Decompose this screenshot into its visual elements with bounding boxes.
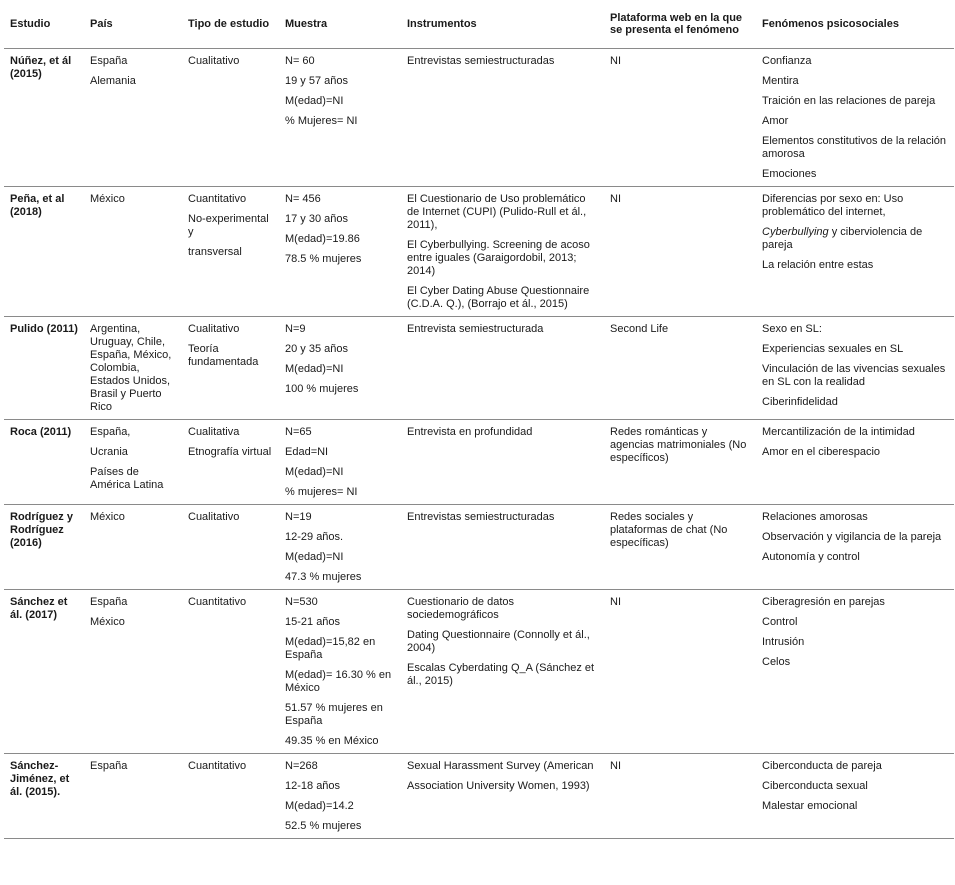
cell-line: 52.5 % mujeres — [285, 820, 362, 832]
cell-line: Ciberinfidelidad — [762, 396, 838, 408]
cell-line: Sexo en SL: — [762, 323, 822, 335]
cell-pais — [84, 754, 182, 839]
cell-line: La relación entre estas — [762, 259, 874, 271]
cell-line: Entrevistas semiestructuradas — [407, 55, 555, 67]
cell-line: España, — [90, 426, 131, 438]
cell-fenomenos — [756, 317, 954, 420]
cell-line: Ciberconducta de pareja — [762, 760, 882, 772]
cell-line: NI — [610, 193, 621, 205]
cell-line: El Cyberbullying. Screening de acoso entre iguales (Garaigordobil, 2013; 2014) — [407, 239, 590, 277]
cell-muestra — [279, 505, 401, 590]
cell-estudio: Roca (2011) — [4, 420, 84, 505]
cell-muestra — [279, 49, 401, 187]
cell-line: El Cuestionario de Uso problemático de Internet (CUPI) (Pulido-Rull et ál., 2011), — [407, 193, 587, 231]
cell-line: Entrevista semiestructurada — [407, 323, 544, 335]
cell-line: 20 y 35 años — [285, 343, 348, 355]
studies-table — [4, 0, 954, 839]
cell-pais — [84, 49, 182, 187]
cell-line: Confianza — [762, 55, 812, 67]
cell-line: 47.3 % mujeres — [285, 571, 362, 583]
cell-line: España — [90, 760, 128, 772]
cell-line: % Mujeres= NI — [285, 115, 358, 127]
cell-pais — [84, 187, 182, 317]
table-row — [4, 505, 954, 590]
cell-line: Elementos constitutivos de la relación amorosa — [762, 135, 947, 160]
cell-line: Cualitativa — [188, 426, 240, 438]
cell-tipo — [182, 754, 279, 839]
cell-line: España — [90, 55, 128, 67]
cell-line: El Cyber Dating Abuse Questionnaire (C.D.A. Q.), (Borrajo et ál., 2015) — [407, 285, 590, 310]
cell-line: N=268 — [285, 760, 318, 772]
cell-line: México — [90, 511, 125, 523]
cell-muestra — [279, 420, 401, 505]
cell-line: NI — [610, 55, 621, 67]
cell-line: Cyberbullying y ciberviolencia de pareja — [762, 226, 923, 251]
table-row — [4, 49, 954, 187]
cell-line: Cualitativo — [188, 323, 240, 335]
cell-line: Edad=NI — [285, 446, 329, 458]
cell-muestra — [279, 187, 401, 317]
cell-line: Malestar emocional — [762, 800, 858, 812]
cell-line: Celos — [762, 656, 791, 668]
cell-instrumentos — [401, 187, 604, 317]
cell-line: M(edad)= 16.30 % en México — [285, 669, 392, 694]
cell-estudio: Rodríguez y Rodríguez (2016) — [4, 505, 84, 590]
cell-fenomenos — [756, 49, 954, 187]
cell-line: Redes sociales y plataformas de chat (No específicas) — [610, 511, 728, 549]
cell-line: Mercantilización de la intimidad — [762, 426, 915, 438]
cell-pais — [84, 420, 182, 505]
cell-line: Traición en las relaciones de pareja — [762, 95, 936, 107]
header-fenomenos: Fenómenos psicosociales — [756, 0, 954, 49]
cell-line: Vinculación de las vivencias sexuales en SL con la realidad — [762, 363, 946, 388]
cell-instrumentos — [401, 317, 604, 420]
cell-line: Intrusión — [762, 636, 805, 648]
cell-line: N=65 — [285, 426, 312, 438]
cell-plataforma — [604, 420, 756, 505]
cell-line: 17 y 30 años — [285, 213, 348, 225]
cell-line: Escalas Cyberdating Q_A (Sánchez et ál., 2015) — [407, 662, 595, 687]
cell-estudio: Peña, et al (2018) — [4, 187, 84, 317]
cell-fenomenos — [756, 590, 954, 754]
cell-fenomenos — [756, 187, 954, 317]
cell-line: M(edad)=NI — [285, 363, 344, 375]
cell-line: Ucrania — [90, 446, 128, 458]
cell-line: 12-29 años. — [285, 531, 344, 543]
cell-line: 49.35 % en México — [285, 735, 379, 747]
cell-line: 15-21 años — [285, 616, 341, 628]
header-pais: País — [84, 0, 182, 49]
cell-tipo — [182, 49, 279, 187]
header-tipo: Tipo de estudio — [182, 0, 279, 49]
cell-line: M(edad)=NI — [285, 95, 344, 107]
cell-line: México — [90, 193, 125, 205]
cell-tipo — [182, 317, 279, 420]
cell-line: 78.5 % mujeres — [285, 253, 362, 265]
cell-line: Ciberagresión en parejas — [762, 596, 885, 608]
cell-plataforma — [604, 505, 756, 590]
cell-line: N= 456 — [285, 193, 321, 205]
header-row — [4, 0, 954, 49]
cell-line: Entrevista en profundidad — [407, 426, 533, 438]
table-row — [4, 420, 954, 505]
cell-line: Cuestionario de datos sociedemográficos — [407, 596, 515, 621]
cell-line: M(edad)=14.2 — [285, 800, 354, 812]
cell-fenomenos — [756, 754, 954, 839]
cell-line: Cualitativo — [188, 55, 240, 67]
cell-line: 12-18 años — [285, 780, 341, 792]
header-plataforma: Plataforma web en la que se presenta el fenómeno — [604, 0, 756, 49]
cell-pais — [84, 317, 182, 420]
cell-plataforma — [604, 187, 756, 317]
cell-line: Países de América Latina — [90, 466, 164, 491]
cell-line: NI — [610, 760, 621, 772]
table-body — [4, 49, 954, 839]
cell-tipo — [182, 420, 279, 505]
header-instrumentos: Instrumentos — [401, 0, 604, 49]
cell-line: M(edad)=15,82 en España — [285, 636, 376, 661]
cell-instrumentos — [401, 49, 604, 187]
cell-line: N=19 — [285, 511, 312, 523]
cell-line: Experiencias sexuales en SL — [762, 343, 904, 355]
cell-estudio: Sánchez et ál. (2017) — [4, 590, 84, 754]
cell-line: Control — [762, 616, 798, 628]
cell-line: Teoría fundamentada — [188, 343, 259, 368]
table-row — [4, 317, 954, 420]
cell-line: Alemania — [90, 75, 136, 87]
cell-line: Observación y vigilancia de la pareja — [762, 531, 942, 543]
cell-fenomenos — [756, 505, 954, 590]
cell-estudio: Sánchez-Jiménez, et ál. (2015). — [4, 754, 84, 839]
cell-line: Dating Questionnaire (Connolly et ál., 2004) — [407, 629, 590, 654]
cell-line: M(edad)=NI — [285, 466, 344, 478]
cell-tipo — [182, 505, 279, 590]
cell-instrumentos — [401, 505, 604, 590]
cell-instrumentos — [401, 420, 604, 505]
cell-line: N=9 — [285, 323, 306, 335]
table-row — [4, 754, 954, 839]
cell-line: M(edad)=NI — [285, 551, 344, 563]
cell-pais — [84, 590, 182, 754]
cell-line: Association University Women, 1993) — [407, 780, 590, 792]
cell-line: Amor en el ciberespacio — [762, 446, 881, 458]
cell-fenomenos — [756, 420, 954, 505]
cell-line: Redes románticas y agencias matrimoniales (No específicos) — [610, 426, 747, 464]
cell-line: Cuantitativo — [188, 760, 247, 772]
cell-line: México — [90, 616, 125, 628]
cell-line: Amor — [762, 115, 789, 127]
cell-muestra — [279, 317, 401, 420]
cell-line: N= 60 — [285, 55, 315, 67]
cell-tipo — [182, 590, 279, 754]
cell-muestra — [279, 754, 401, 839]
cell-tipo — [182, 187, 279, 317]
cell-line: Autonomía y control — [762, 551, 860, 563]
cell-instrumentos — [401, 590, 604, 754]
cell-line: Diferencias por sexo en: Uso problemático del internet, — [762, 193, 904, 218]
italic-term: Cyberbullying — [762, 226, 829, 238]
cell-plataforma — [604, 49, 756, 187]
cell-line: N=530 — [285, 596, 318, 608]
header-estudio: Estudio — [4, 0, 84, 49]
cell-line: Cuantitativo — [188, 193, 247, 205]
cell-line: España — [90, 596, 128, 608]
table-row — [4, 590, 954, 754]
cell-plataforma — [604, 317, 756, 420]
cell-line: No-experimental y — [188, 213, 269, 238]
cell-estudio: Pulido (2011) — [4, 317, 84, 420]
cell-line: Second Life — [610, 323, 669, 335]
cell-line: Cualitativo — [188, 511, 240, 523]
cell-line: % mujeres= NI — [285, 486, 358, 498]
cell-plataforma — [604, 754, 756, 839]
cell-line: transversal — [188, 246, 242, 258]
cell-plataforma — [604, 590, 756, 754]
cell-pais — [84, 505, 182, 590]
cell-line: Cuantitativo — [188, 596, 247, 608]
header-muestra: Muestra — [279, 0, 401, 49]
table-row — [4, 187, 954, 317]
cell-line: 51.57 % mujeres en España — [285, 702, 383, 727]
cell-line: Argentina, Uruguay, Chile, España, México, Colombia, Estados Unidos, Brasil y Puerto Rico — [90, 323, 172, 413]
cell-line: Sexual Harassment Survey (American — [407, 760, 594, 772]
cell-estudio: Núñez, et ál (2015) — [4, 49, 84, 187]
cell-line: Emociones — [762, 168, 817, 180]
cell-line: Entrevistas semiestructuradas — [407, 511, 555, 523]
cell-muestra — [279, 590, 401, 754]
cell-line: M(edad)=19.86 — [285, 233, 360, 245]
cell-line: Ciberconducta sexual — [762, 780, 868, 792]
cell-instrumentos — [401, 754, 604, 839]
cell-line: 100 % mujeres — [285, 383, 359, 395]
cell-line: Relaciones amorosas — [762, 511, 868, 523]
cell-line: Etnografía virtual — [188, 446, 272, 458]
cell-line: Mentira — [762, 75, 799, 87]
table-header — [4, 0, 954, 49]
cell-line: NI — [610, 596, 621, 608]
cell-line: 19 y 57 años — [285, 75, 348, 87]
